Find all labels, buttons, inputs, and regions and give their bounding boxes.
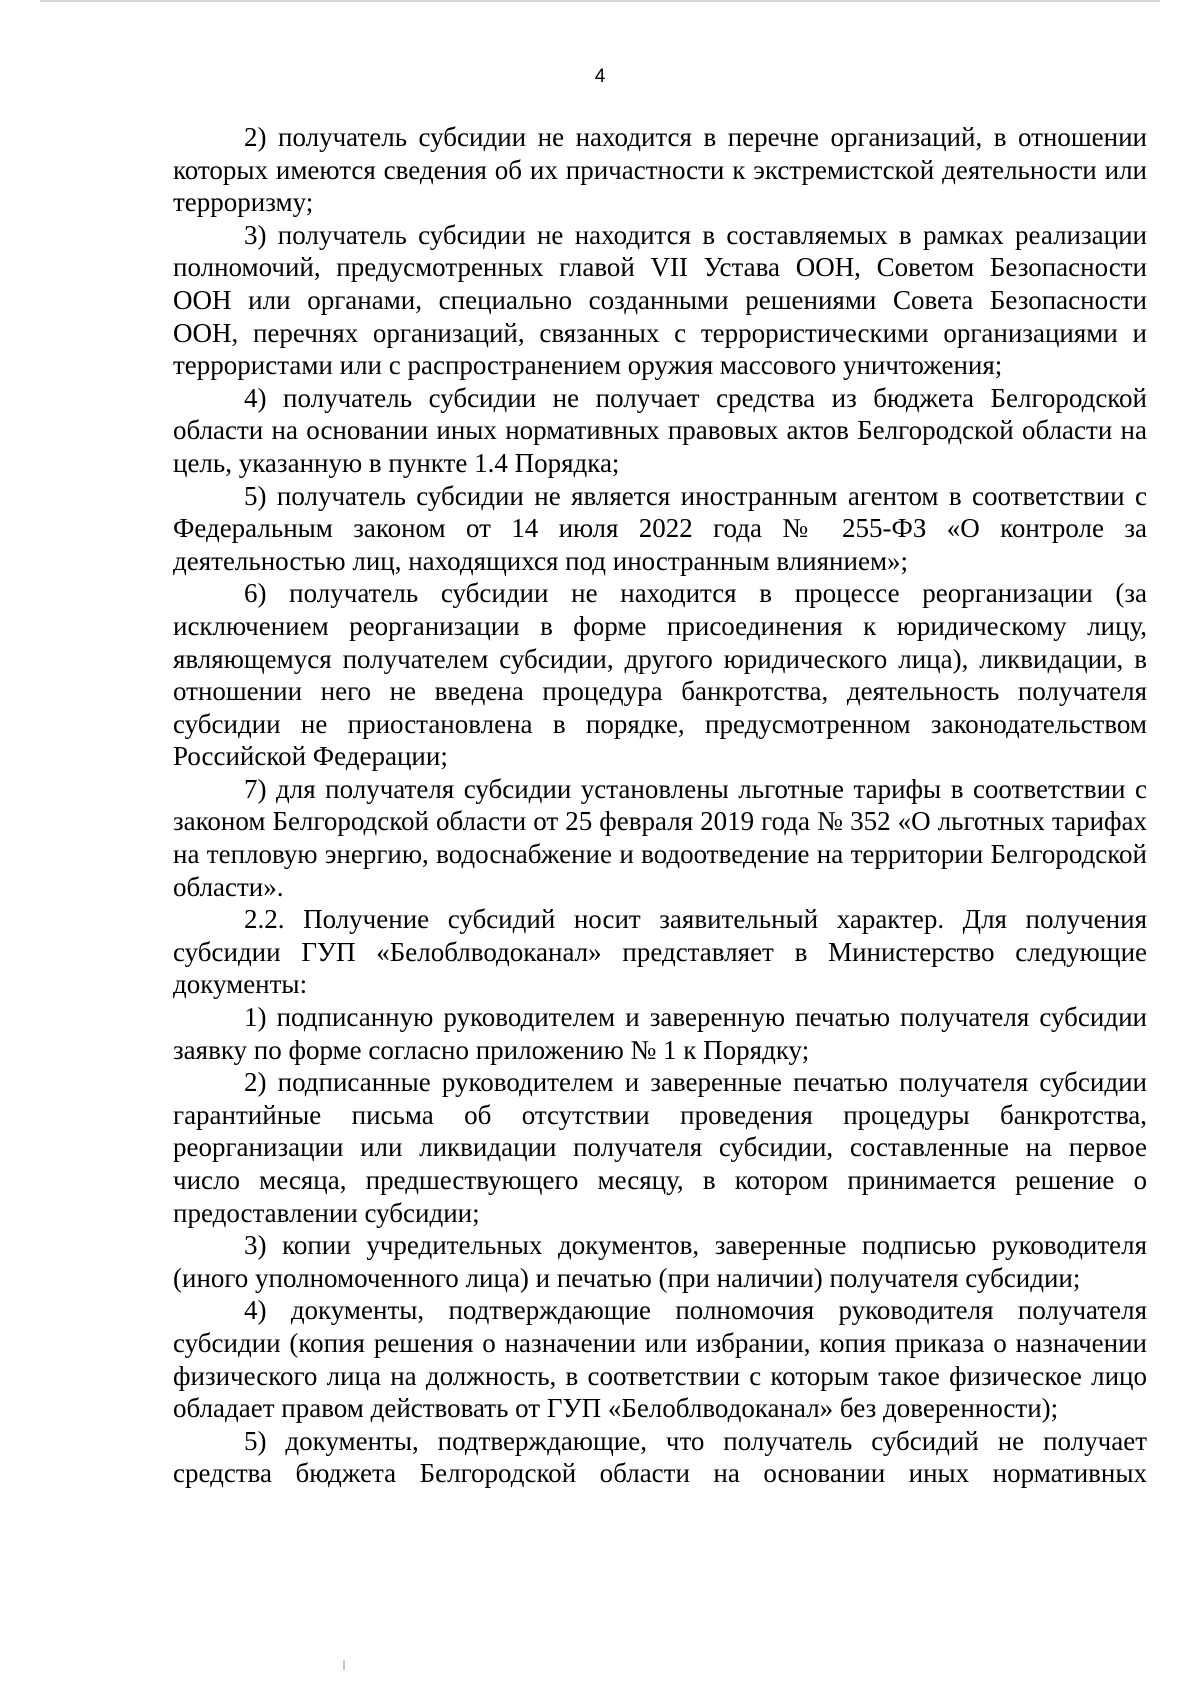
paragraph-doc-1-application: 1) подписанную руководителем и заверенную печатью получателя субсидии заявку по форме согласно приложению № 1 к Порядку; [173,1002,1147,1065]
paragraph-doc-2-guarantee-letters: 2) подписанные руководителем и заверенные печатью получателя субсидии гарантийные письма об отсутствии проведения процедуры банкротства, реорганизации или ликвидации получателя субсидии, составленные на первое число месяца, предшествующего месяцу, в котором принимается решение о предоставлении субсидии; [173,1067,1147,1228]
paragraph-doc-4-authority-documents: 4) документы, подтверждающие полномочия руководителя получателя субсидии (копия решения о назначении или избрании, копия приказа о назначении физического лица на должность, в соответствии с которым такое физическое лицо обладает правом действовать от ГУП «Белоблводоканал» без доверенности); [173,1295,1147,1424]
page-number: 4 [594,66,606,87]
paragraph-section-2-2: 2.2. Получение субсидий носит заявительный характер. Для получения субсидии ГУП «Белоблводоканал» представляет в Министерство следующие документы: [173,904,1147,1000]
document-body [173,121,1147,1490]
paragraph-item-6-reorganization: 6) получатель субсидии не находится в процессе реорганизации (за исключением реорганизации в форме присоединения к юридическому лицу, являющемуся получателем субсидии, другого юридического лица), ликвидации, в отношении него не введена процедура банкротства, деятельность получателя субсидии не приостановлена в порядке, предусмотренном законодательством Российской Федерации; [173,578,1147,772]
scan-speck [343,1660,345,1670]
paragraph-item-7-tariffs: 7) для получателя субсидии установлены льготные тарифы в соответствии с законом Белгородской области от 25 февраля 2019 года № 352 «О льготных тарифах на тепловую энергию, водоснабжение и водоотведение на территории Белгородской области». [173,773,1147,902]
paragraph-doc-3-founding-documents: 3) копии учредительных документов, заверенные подписью руководителя (иного уполномоченного лица) и печатью (при наличии) получателя субсидии; [173,1230,1147,1293]
paragraph-item-3-un-lists: 3) получатель субсидии не находится в составляемых в рамках реализации полномочий, предусмотренных главой VII Устава ООН, Советом Безопасности ООН или органами, специально созданными решениями Совета Безопасности ООН, перечнях организаций, связанных с террористическими организациями и террористами или с распространением оружия массового уничтожения; [173,219,1147,381]
scan-top-edge [40,0,1160,2]
paragraph-item-4-other-acts: 4) получатель субсидии не получает средства из бюджета Белгородской области на основании иных нормативных правовых актов Белгородской области на цель, указанную в пункте 1.4 Порядка; [173,382,1147,478]
paragraph-item-5-foreign-agent: 5) получатель субсидии не является иностранным агентом в соответствии с Федеральным законом от 14 июля 2022 года № 255-ФЗ «О контроле за деятельностью лиц, находящихся под иностранным влиянием»; [173,480,1147,576]
paragraph-doc-5-budget-funds: 5) документы, подтверждающие, что получатель субсидий не получает средства бюджета Белгородской области на основании иных нормативных [173,1425,1147,1489]
paragraph-item-2-extremism: 2) получатель субсидии не находится в перечне организаций, в отношении которых имеются сведения об их причастности к экстремистской деятельности или терроризму; [173,122,1147,218]
